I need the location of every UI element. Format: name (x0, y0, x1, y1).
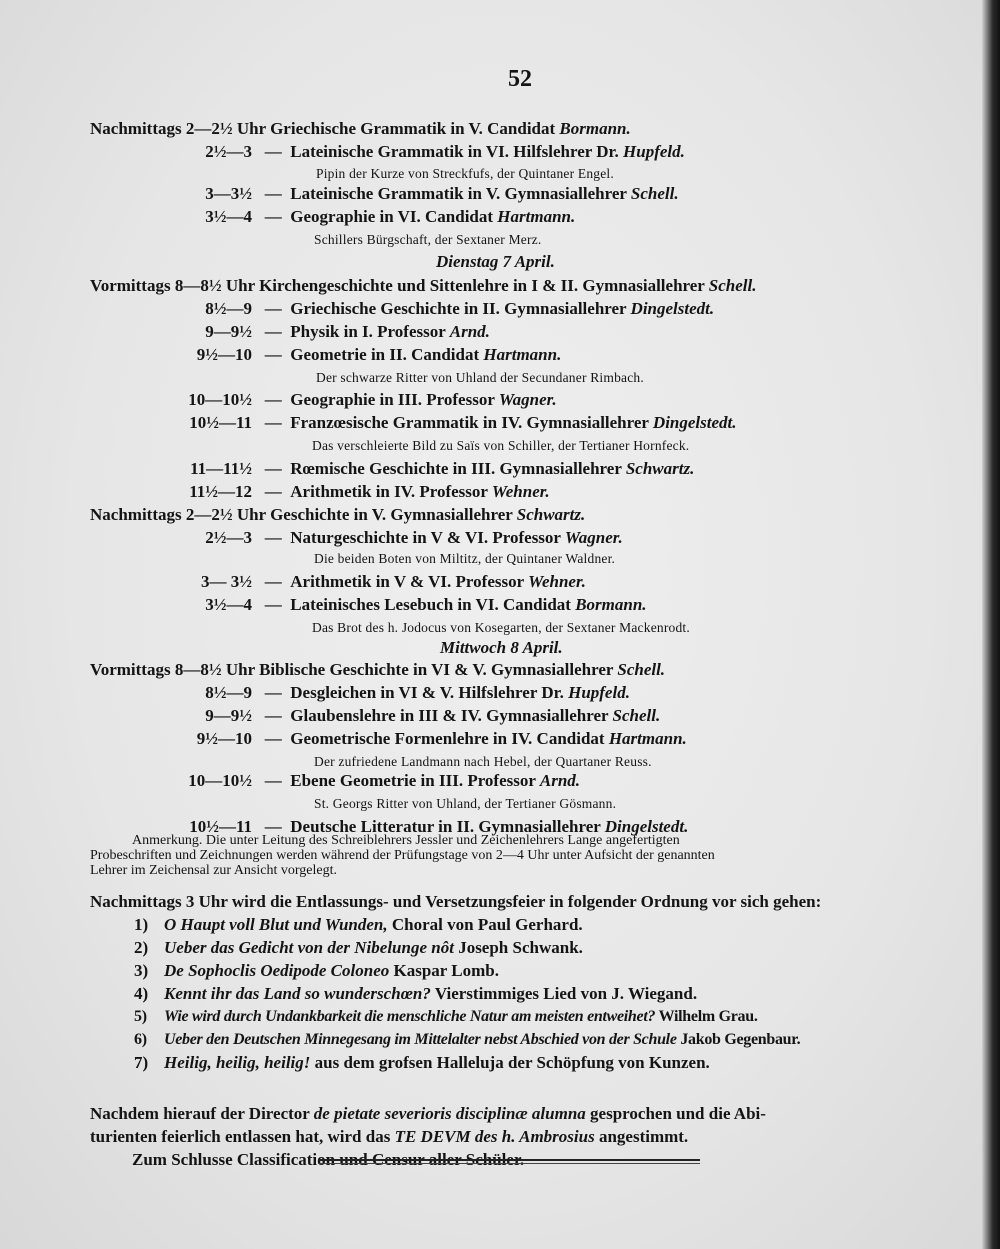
remark-line: Probeschriften und Zeichnungen werden während der Prüfungstage von 2—4 Uhr unter Aufsicht der genannten (90, 848, 715, 863)
teacher-name: Bormann. (559, 119, 631, 138)
program-performer: Kaspar Lomb. (393, 961, 499, 980)
subject-text: Arithmetik in V & VI. Professor (290, 572, 524, 591)
teacher-name: Wagner. (498, 390, 557, 409)
dash-separator: — (264, 345, 282, 364)
day-heading: Mittwoch 8 April. (440, 638, 563, 657)
time-slot: 3—3½ (205, 184, 252, 203)
program-item (134, 1030, 800, 1050)
final-line-1 (90, 1104, 766, 1124)
time-slot: 8—8½ (174, 276, 222, 295)
subject-text: Geometrische Formenlehre in IV. Candidat (290, 729, 605, 748)
dash-separator: — (264, 683, 282, 702)
time-slot: 2—2½ (185, 119, 233, 138)
dash-separator: — (264, 207, 282, 226)
subject-text: Rœmische Geschichte in III. Gymnasiallehrer (290, 459, 622, 478)
program-performer: Jakob Gegenbaur. (680, 1031, 801, 1048)
final-line-2 (90, 1127, 688, 1147)
teacher-name: Schell. (630, 184, 679, 203)
recitation-note: Der zufriedene Landmann nach Hebel, der Quartaner Reuss. (314, 754, 652, 769)
teacher-name: Dingelstedt. (630, 299, 715, 318)
program-title: De Sophoclis Oedipode Coloneo (164, 961, 390, 980)
program-title: Kennt ihr das Land so wunderschœn? (164, 984, 431, 1003)
final-line-1-c: gesprochen und die Abi- (590, 1104, 766, 1123)
subject-text: Physik in I. Professor (290, 322, 446, 341)
program-title: Wie wird durch Undankbarkeit die menschliche Natur am meisten entweihet? (164, 1008, 656, 1025)
program-item (134, 938, 583, 958)
subject-text: Ebene Geometrie in III. Professor (290, 771, 536, 790)
subject-text: Uhr Biblische Geschichte in VI & V. Gymnasiallehrer (225, 660, 614, 679)
subject-text: Glaubenslehre in III & IV. Gymnasiallehrer (290, 706, 609, 725)
program-number: 1) (134, 915, 149, 934)
day-heading: Dienstag 7 April. (436, 252, 555, 271)
time-slot: 2½—3 (205, 142, 252, 161)
teacher-name: Bormann. (575, 595, 647, 614)
final-line-1-b: de pietate severioris disciplinæ alumna (313, 1104, 586, 1123)
teacher-name: Hupfeld. (568, 683, 630, 702)
time-slot: 9½—10 (196, 729, 252, 748)
program-number: 4) (134, 984, 149, 1003)
time-slot: 3½—4 (205, 207, 252, 226)
recitation-note: Schillers Bürgschaft, der Sextaner Merz. (314, 232, 542, 247)
program-title: Heilig, heilig, heilig! (164, 1053, 311, 1072)
teacher-name: Schwartz. (516, 505, 586, 524)
dash-separator: — (264, 459, 282, 478)
recitation-note: St. Georgs Ritter von Uhland, der Tertianer Gösmann. (314, 796, 617, 811)
schedule-row (178, 207, 575, 227)
program-number: 6) (134, 1031, 147, 1048)
program-performer: Choral von Paul Gerhard. (391, 915, 583, 934)
subject-text: Uhr Griechische Grammatik in V. Candidat (236, 119, 556, 138)
dash-separator: — (264, 817, 282, 836)
program-performer: aus dem grofsen Halleluja der Schöpfung von Kunzen. (314, 1053, 710, 1072)
time-slot: 11½—12 (189, 482, 252, 501)
schedule-row (178, 345, 561, 365)
dash-separator: — (264, 482, 282, 501)
program-performer: Vierstimmiges Lied von J. Wiegand. (434, 984, 698, 1003)
schedule-row (178, 142, 685, 162)
schedule-row (90, 119, 631, 139)
time-slot: 8—8½ (174, 660, 222, 679)
time-slot: 11—11½ (190, 459, 252, 478)
schedule-row (178, 390, 557, 410)
subject-text: Geographie in III. Professor (290, 390, 495, 409)
program-performer: Joseph Schwank. (458, 938, 583, 957)
schedule-row (178, 683, 630, 703)
dash-separator: — (264, 390, 282, 409)
program-number: 3) (134, 961, 149, 980)
session-label: Nachmittags (90, 119, 182, 138)
time-slot: 8½—9 (205, 683, 252, 702)
subject-text: Naturgeschichte in V & VI. Professor (290, 528, 561, 547)
program-item (134, 984, 697, 1004)
dash-separator: — (264, 299, 282, 318)
teacher-name: Schell. (708, 276, 757, 295)
teacher-name: Arnd. (539, 771, 581, 790)
page-edge-shadow (982, 0, 1000, 1249)
recitation-note: Das verschleierte Bild zu Saïs von Schiller, der Tertianer Hornfeck. (312, 438, 690, 453)
page-number: 52 (508, 66, 532, 92)
time-slot: 2—2½ (185, 505, 233, 524)
schedule-row (178, 528, 623, 548)
schedule-row (178, 299, 714, 319)
time-slot: 8½—9 (205, 299, 252, 318)
subject-text: Geographie in VI. Candidat (290, 207, 494, 226)
final-line-1-a: Nachdem hierauf der Director (90, 1104, 310, 1123)
dash-separator: — (264, 572, 282, 591)
final-line-2-a: turienten feierlich entlassen hat, wird das (90, 1127, 391, 1146)
subject-text: Deutsche Litteratur in II. Gymnasiallehrer (290, 817, 601, 836)
subject-text: Desgleichen in VI & V. Hilfslehrer Dr. (290, 683, 564, 702)
program-number: 5) (134, 1008, 147, 1025)
subject-text: Uhr Geschichte in V. Gymnasiallehrer (236, 505, 513, 524)
teacher-name: Dingelstedt. (652, 413, 737, 432)
recitation-note: Pipin der Kurze von Streckfufs, der Quintaner Engel. (316, 166, 614, 181)
time-slot: 9—9½ (205, 322, 252, 341)
recitation-note: Der schwarze Ritter von Uhland der Secundaner Rimbach. (316, 370, 644, 385)
dash-separator: — (264, 729, 282, 748)
subject-text: Franzœsische Grammatik in IV. Gymnasiallehrer (290, 413, 649, 432)
teacher-name: Arnd. (449, 322, 490, 341)
teacher-name: Hartmann. (497, 207, 576, 226)
schedule-row (90, 660, 665, 680)
remark-line: Lehrer im Zeichensal zur Ansicht vorgelegt. (90, 863, 337, 878)
subject-text: Arithmetik in IV. Professor (290, 482, 488, 501)
schedule-row (178, 706, 660, 726)
time-slot: 10½—11 (189, 817, 252, 836)
dash-separator: — (264, 184, 282, 203)
schedule-row (178, 572, 586, 592)
subject-text: Lateinische Grammatik in VI. Hilfslehrer Dr. (290, 142, 619, 161)
schedule-row (90, 505, 585, 525)
dash-separator: — (264, 413, 282, 432)
time-slot: 10½—11 (189, 413, 252, 432)
time-slot: 9½—10 (196, 345, 252, 364)
program-number: 2) (134, 938, 149, 957)
dash-separator: — (264, 706, 282, 725)
program-title: Ueber den Deutschen Minnegesang im Mittelalter nebst Abschied von der Schule (164, 1031, 677, 1048)
time-slot: 3½—4 (205, 595, 252, 614)
program-item (134, 1007, 758, 1027)
subject-text: Lateinisches Lesebuch in VI. Candidat (290, 595, 571, 614)
session-label: Vormittags (90, 660, 171, 679)
program-item (134, 915, 583, 935)
teacher-name: Schell. (612, 706, 661, 725)
teacher-name: Wehner. (528, 572, 586, 591)
subject-text: Lateinische Grammatik in V. Gymnasiallehrer (290, 184, 627, 203)
teacher-name: Hupfeld. (623, 142, 685, 161)
remark-line: Anmerkung. Die unter Leitung des Schreiblehrers Jessler und Zeichenlehrers Lange angefertigten (132, 833, 680, 848)
program-title: Ueber das Gedicht von der Nibelunge nôt (164, 938, 454, 957)
dash-separator: — (264, 142, 282, 161)
time-slot: 10—10½ (188, 771, 252, 790)
schedule-row (178, 595, 647, 615)
program-performer: Wilhelm Grau. (658, 1008, 758, 1025)
teacher-name: Wagner. (564, 528, 623, 547)
schedule-row (178, 482, 550, 502)
teacher-name: Schell. (617, 660, 666, 679)
teacher-name: Wehner. (491, 482, 550, 501)
dash-separator: — (264, 528, 282, 547)
program-item (134, 1053, 710, 1073)
dash-separator: — (264, 595, 282, 614)
subject-text: Uhr Kirchengeschichte und Sittenlehre in I & II. Gymnasiallehrer (225, 276, 705, 295)
dash-separator: — (264, 771, 282, 790)
schedule-row (178, 459, 694, 479)
recitation-note: Die beiden Boten von Miltitz, der Quintaner Waldner. (314, 551, 616, 566)
recitation-note: Das Brot des h. Jodocus von Kosegarten, der Sextaner Mackenrodt. (312, 620, 690, 635)
final-line-2-c: angestimmt. (598, 1127, 689, 1146)
closing-rule (318, 1159, 700, 1164)
teacher-name: Schwartz. (625, 459, 695, 478)
schedule-row (90, 276, 757, 296)
time-slot: 3— 3½ (201, 572, 252, 591)
program-item (134, 961, 499, 981)
teacher-name: Hartmann. (483, 345, 562, 364)
schedule-row (178, 413, 737, 433)
time-slot: 10—10½ (188, 390, 252, 409)
subject-text: Geometrie in II. Candidat (290, 345, 480, 364)
schedule-row (178, 322, 490, 342)
session-label: Nachmittags (90, 505, 182, 524)
schedule-row (178, 184, 679, 204)
final-line-3: Zum Schlusse Classification und Censur aller Schüler. (132, 1150, 525, 1169)
program-title: O Haupt voll Blut und Wunden, (164, 915, 388, 934)
dash-separator: — (264, 322, 282, 341)
subject-text: Griechische Geschichte in II. Gymnasiallehrer (290, 299, 627, 318)
final-line-2-b: TE DEVM des h. Ambrosius (394, 1127, 595, 1146)
schedule-row (178, 771, 580, 791)
session-label: Vormittags (90, 276, 171, 295)
teacher-name: Hartmann. (608, 729, 687, 748)
time-slot: 2½—3 (205, 528, 252, 547)
schedule-row (178, 729, 687, 749)
program-number: 7) (134, 1053, 149, 1072)
teacher-name: Dingelstedt. (604, 817, 689, 836)
closing-intro: Nachmittags 3 Uhr wird die Entlassungs- und Versetzungsfeier in folgender Ordnung vor sich gehen: (90, 892, 822, 911)
time-slot: 9—9½ (205, 706, 252, 725)
